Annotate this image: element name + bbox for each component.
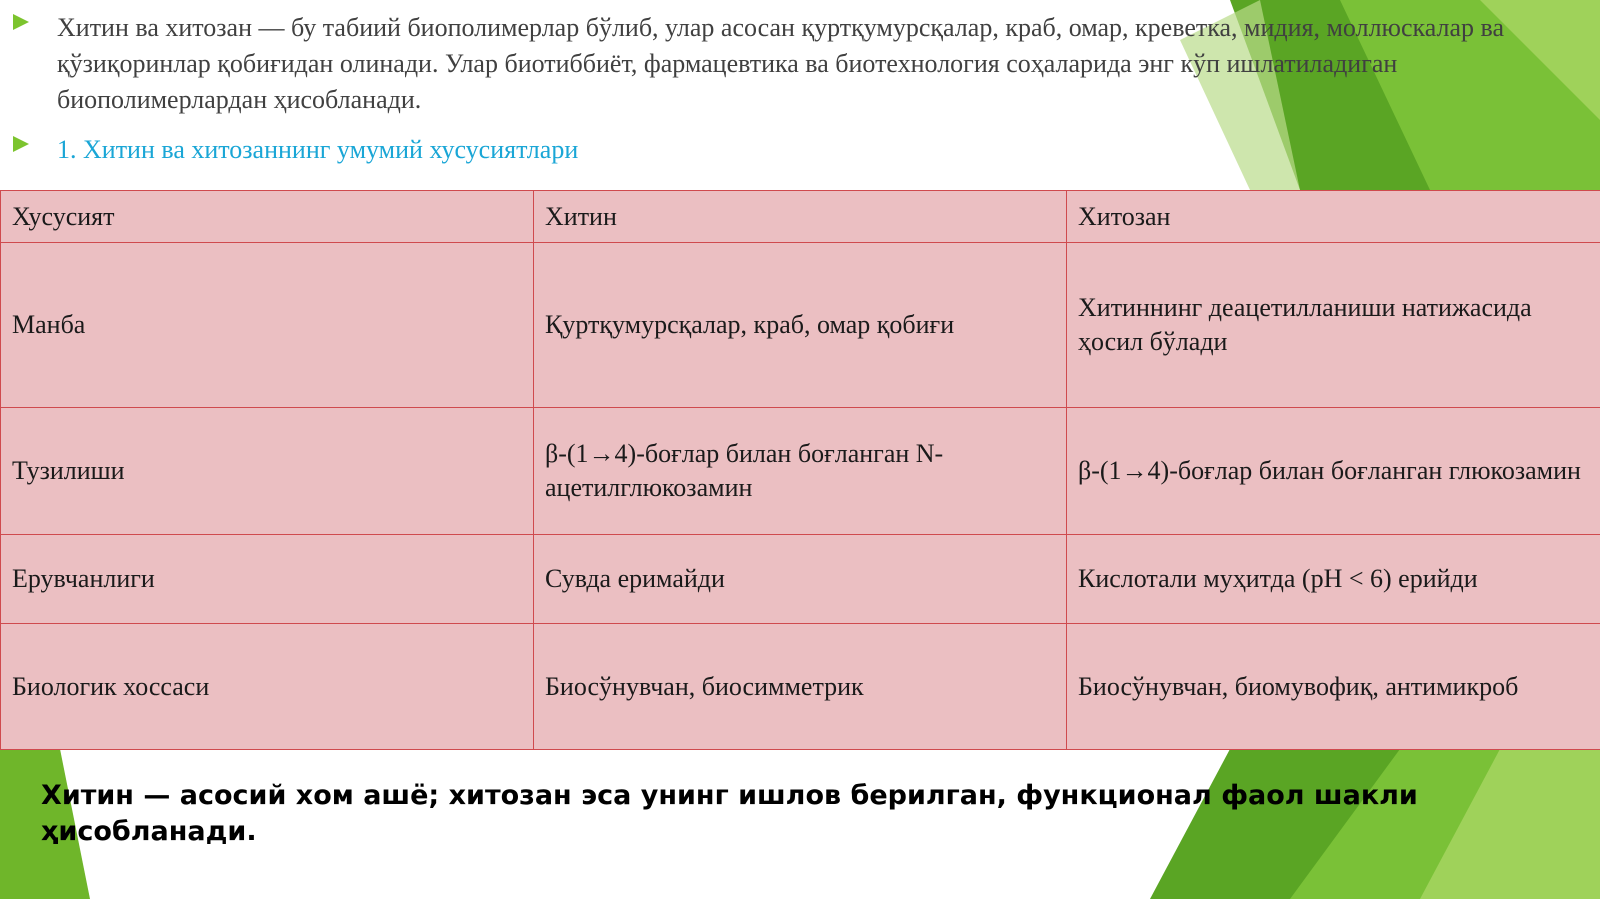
properties-table xyxy=(0,190,1600,750)
table-cell: Қуртқумурсқалар, краб, омар қобиғи xyxy=(534,243,1067,408)
table-cell: Тузилиши xyxy=(1,408,534,535)
table-cell: Биосўнувчан, биосимметрик xyxy=(534,624,1067,750)
table-row xyxy=(1,243,1600,408)
table-cell: Биосўнувчан, биомувофиқ, антимикроб xyxy=(1067,624,1600,750)
bullet-arrow-icon xyxy=(13,14,29,30)
header-cell: Хусусият xyxy=(1,191,534,243)
table-cell: β-(1→4)-боғлар билан боғланган N-ацетилглюкозамин xyxy=(534,408,1067,535)
table-cell: Ерувчанлиги xyxy=(1,535,534,624)
table-cell: Кислотали муҳитда (pH < 6) ерийди xyxy=(1067,535,1600,624)
intro-paragraph: Хитин ва хитозан — бу табиий биополимерлар бўлиб, улар асосан қуртқумурсқалар, краб, омар, креветка, мидия, моллюскалар ва қўзиқоринлар қобиғидан олинади. Улар биотиббиёт, фармацевтика ва биотехнология соҳаларида энг кўп ишлатиладиган биополимерлардан ҳисобланади. xyxy=(57,13,1504,114)
table-header-row xyxy=(1,191,1600,243)
table-cell: Биологик хоссаси xyxy=(1,624,534,750)
table-cell: Сувда еримайди xyxy=(534,535,1067,624)
table-cell: β-(1→4)-боғлар билан боғланган глюкозамин xyxy=(1067,408,1600,535)
table-row xyxy=(1,535,1600,624)
conclusion-text: Хитин — асосий хом ашё; хитозан эса унинг ишлов берилган, функционал фаол шакли ҳисобланади. xyxy=(41,780,1418,847)
table-row xyxy=(1,624,1600,750)
table-row xyxy=(1,408,1600,535)
header-cell: Хитозан xyxy=(1067,191,1600,243)
section-heading: 1. Хитин ва хитозаннинг умумий хусусиятлари xyxy=(57,135,579,164)
table-cell: Хитиннинг деацетилланиши натижасида ҳосил бўлади xyxy=(1067,243,1600,408)
table-cell: Манба xyxy=(1,243,534,408)
bullet-arrow-icon xyxy=(13,136,29,152)
header-cell: Хитин xyxy=(534,191,1067,243)
